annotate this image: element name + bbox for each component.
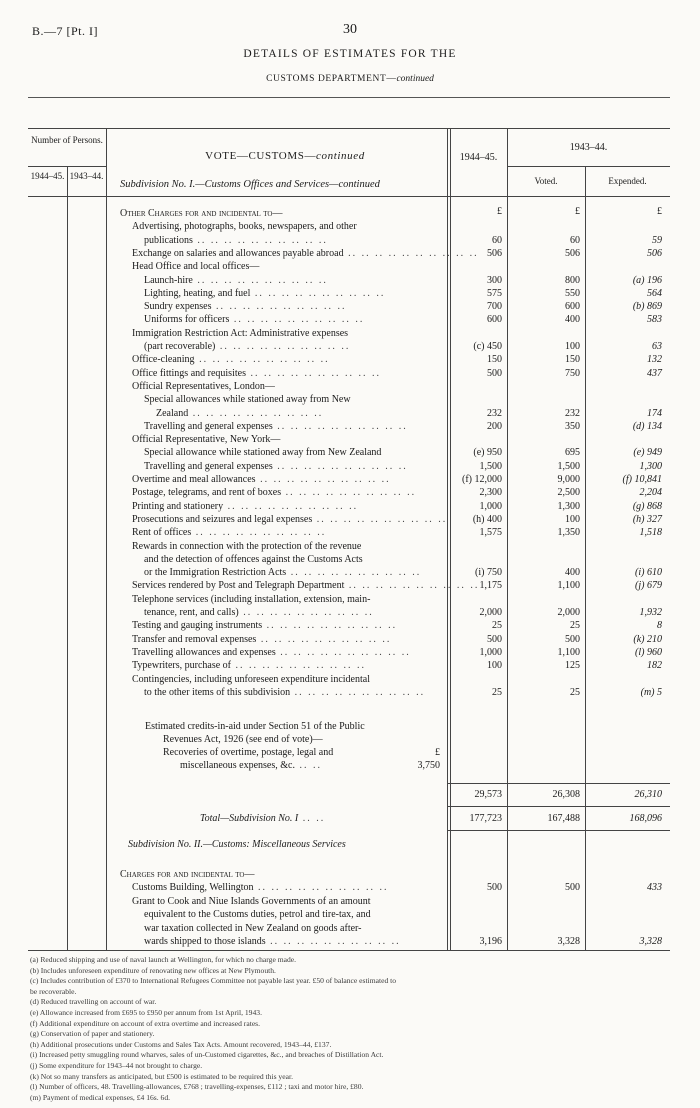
item-expended-1943: (i) 610	[635, 567, 662, 579]
credits-line-2: Revenues Act, 1926 (see end of vote)—	[163, 734, 323, 745]
footnote: (g) Conservation of paper and stationery.	[30, 1029, 155, 1039]
voted-header: Voted.	[534, 176, 558, 186]
total-leader-dots: .. ..	[298, 813, 326, 824]
item-expended-1943: 2,204	[639, 487, 662, 499]
item-estimate-1944: 232	[487, 407, 502, 419]
item-expended-1943: 63	[652, 341, 662, 352]
item-row	[132, 486, 446, 499]
subdivision-2-heading	[128, 838, 446, 851]
item-leader-dots: .. .. .. .. .. .. .. .. .. ..	[191, 527, 327, 539]
item-expended-1943: 437	[647, 367, 662, 379]
misc-item-estimate-1944: 3,196	[479, 936, 502, 947]
item-row	[132, 500, 446, 513]
item-row-label: Travelling and general expenses	[144, 420, 273, 432]
subdivision-1-heading	[120, 179, 380, 190]
persons-1943-header: 1943–44.	[69, 171, 104, 181]
item-estimate-1944: (h) 400	[472, 513, 502, 525]
year-1943-header: 1943–44.	[569, 142, 608, 153]
item-expended-1943: (a) 196	[632, 274, 662, 286]
item-expended-1943: (m) 5	[640, 686, 662, 698]
item-leader-dots: .. .. .. .. .. .. .. .. .. ..	[275, 646, 411, 658]
persons-year-divider	[67, 166, 68, 950]
item-expended-1943: 182	[647, 660, 662, 672]
item-row-label: Sundry expenses	[144, 301, 212, 313]
misc-item-row	[132, 895, 446, 908]
item-row	[144, 446, 446, 459]
item-voted-1943: 232	[565, 407, 580, 419]
misc-item-row	[144, 935, 446, 948]
item-row	[132, 579, 480, 592]
item-expended-1943: 1,932	[639, 607, 662, 618]
item-row-label: to the other items of this subdivision	[144, 686, 291, 698]
footnote: (k) Not so many transfers as anticipated, but £500 is estimated to be required this year.	[30, 1071, 293, 1081]
currency-voted: £	[575, 206, 580, 217]
persons-1944-header: 1944–45.	[30, 171, 65, 181]
item-row-label: Advertising, photographs, books, newspapers, and other	[132, 221, 357, 233]
item-estimate-1944: 500	[487, 367, 502, 379]
item-row-label: Zealand	[156, 407, 189, 419]
item-estimate-1944: 700	[487, 301, 502, 313]
footnote: (b) Includes unforeseen expenditure of renovating new offices at New Plymouth.	[30, 965, 276, 975]
item-row	[144, 287, 446, 300]
item-row	[132, 367, 446, 380]
item-leader-dots: .. .. .. .. .. .. .. .. .. ..	[262, 620, 398, 632]
item-voted-1943: 25	[570, 686, 580, 698]
credits-leader-dots: .. ..	[294, 760, 322, 771]
misc-item-row-label: equivalent to the Customs duties, petrol and tire-tax, and	[144, 909, 371, 921]
item-voted-1943: 2,500	[557, 487, 580, 499]
item-leader-dots: .. .. .. .. .. .. .. .. .. ..	[215, 341, 351, 352]
item-row-label: Official Representative, New York—	[132, 434, 281, 446]
item-row	[132, 633, 446, 646]
item-row	[132, 646, 446, 659]
item-row	[144, 234, 446, 247]
footnote: (c) Includes contribution of £370 to International Refugees Committee not payable last year. £50 of balance estimated to	[30, 976, 397, 986]
item-row	[132, 433, 446, 446]
item-leader-dots: .. .. .. .. .. .. .. .. .. ..	[312, 513, 448, 525]
item-voted-1943: 1,300	[557, 500, 580, 512]
item-row-label: Head Office and local offices—	[132, 261, 260, 273]
item-leader-dots: .. .. .. .. .. .. .. .. .. ..	[238, 607, 374, 618]
document-reference: B.—7 [Pt. I]	[32, 24, 98, 38]
item-estimate-1944: 200	[487, 420, 502, 432]
item-row	[132, 473, 446, 486]
misc-item-voted-1943: 3,328	[557, 936, 580, 947]
item-row-label: Immigration Restriction Act: Administrative expenses	[132, 327, 349, 339]
footnote: (a) Reduced shipping and use of naval launch at Wellington, for which no charge made.	[30, 955, 297, 964]
item-expended-1943: 1,300	[639, 460, 662, 472]
item-expended-1943: (g) 868	[632, 500, 662, 512]
footnote: (i) Increased petty smuggling round wharves, sales of un-Customed cigarettes, &c., and breaches of Distillation Act.	[30, 1050, 384, 1060]
table-top-rule	[28, 128, 670, 129]
item-row-label: Travelling allowances and expenses	[132, 646, 276, 658]
total-voted: 167,488	[547, 813, 580, 824]
item-voted-1943: 400	[565, 314, 580, 326]
subtitle-continued: continued	[396, 74, 434, 84]
vote-title-continued: continued	[316, 150, 365, 162]
item-row	[144, 686, 446, 699]
item-expended-1943: (j) 679	[635, 580, 662, 592]
misc-item-expended-1943: 3,328	[639, 936, 662, 947]
item-voted-1943: 800	[565, 274, 580, 286]
item-estimate-1944: 2,000	[479, 607, 502, 618]
item-voted-1943: 350	[565, 420, 580, 432]
footnote: be recoverable.	[30, 986, 77, 996]
item-leader-dots: .. .. .. .. .. .. .. .. .. ..	[188, 407, 324, 419]
item-estimate-1944: 1,000	[479, 646, 502, 658]
item-row-label: Prosecutions and seizures and legal expenses	[132, 513, 313, 525]
misc-item-row	[144, 922, 446, 935]
item-leader-dots: .. .. .. .. .. .. .. .. .. ..	[344, 580, 480, 592]
item-row-label: Special allowances while stationed away from New	[144, 394, 351, 406]
item-row	[144, 313, 446, 326]
item-leader-dots: .. .. .. .. .. .. .. .. .. ..	[192, 234, 328, 246]
item-row-label: Other Charges for and incidental to—	[120, 208, 283, 219]
misc-item-row-label: wards shipped to those islands	[144, 936, 266, 947]
credits-line-1: Estimated credits-in-aid under Section 51 of the Public	[145, 721, 365, 732]
misc-item-estimate-1944: 500	[487, 882, 502, 894]
misc-item-leader-dots: .. .. .. .. .. .. .. .. .. ..	[265, 936, 401, 947]
footnote: (j) Some expenditure for 1943–44 not brought to charge.	[30, 1061, 203, 1070]
footnote: (m) Payment of medical expenses, £4 16s. 6d.	[30, 1092, 171, 1102]
currency-expended: £	[657, 206, 662, 217]
credits-line-4-text: miscellaneous expenses, &c.	[180, 760, 295, 771]
item-row	[144, 460, 446, 473]
credits-amount: 3,750	[417, 760, 440, 771]
item-row	[156, 407, 446, 420]
item-expended-1943: (k) 210	[633, 633, 662, 645]
item-leader-dots: .. .. .. .. .. .. .. .. .. ..	[290, 686, 426, 698]
subtotal-1944: 29,573	[474, 789, 502, 800]
item-estimate-1944: 150	[487, 354, 502, 366]
item-voted-1943: 2,000	[557, 607, 580, 618]
estimate-1944-header: 1944–45.	[459, 152, 498, 163]
item-row-label: Office fittings and requisites	[132, 367, 246, 379]
total-subdivision-1-label	[200, 812, 445, 825]
item-expended-1943: 174	[647, 407, 662, 419]
misc-item-row	[144, 908, 446, 921]
item-estimate-1944: 300	[487, 274, 502, 286]
expended-header: Expended.	[608, 176, 647, 186]
misc-item-row-label: Customs Building, Wellington	[132, 882, 254, 894]
vote-title-text: VOTE—CUSTOMS—	[205, 150, 317, 162]
credits-currency: £	[435, 747, 440, 758]
item-row	[144, 300, 446, 313]
item-row	[132, 380, 446, 393]
item-row-label: Rent of offices	[132, 527, 192, 539]
item-row-label: Official Representatives, London—	[132, 380, 275, 392]
item-estimate-1944: (f) 12,000	[462, 474, 502, 485]
item-voted-1943: 1,100	[557, 646, 580, 658]
item-expended-1943: (e) 949	[633, 447, 662, 459]
item-row	[132, 673, 446, 686]
total-rule	[448, 806, 670, 807]
item-voted-1943: 60	[570, 234, 580, 246]
item-leader-dots: .. .. .. .. .. .. .. .. .. ..	[229, 314, 365, 326]
item-leader-dots: .. .. .. .. .. .. .. .. .. ..	[286, 567, 422, 579]
item-leader-dots: .. .. .. .. .. .. .. .. .. ..	[343, 247, 479, 259]
item-estimate-1944: 25	[492, 686, 502, 698]
total-expended: 168,096	[629, 813, 662, 824]
item-leader-dots: .. .. .. .. .. .. .. .. .. ..	[272, 420, 408, 432]
item-voted-1943: 400	[565, 567, 580, 579]
item-row-label: (part recoverable)	[144, 341, 216, 352]
item-row	[132, 659, 446, 672]
item-row	[132, 247, 479, 260]
page-title: DETAILS OF ESTIMATES FOR THE	[243, 48, 457, 60]
total-label-text: Total—Subdivision No. I	[200, 813, 299, 824]
item-expended-1943: (b) 869	[632, 301, 662, 313]
voted-column-divider	[507, 128, 508, 950]
item-voted-1943: 600	[565, 301, 580, 313]
item-leader-dots: .. .. .. .. .. .. .. .. .. ..	[250, 287, 386, 299]
item-row-label: Postage, telegrams, and rent of boxes	[132, 487, 282, 499]
item-voted-1943: 1,500	[557, 460, 580, 472]
item-voted-1943: 100	[565, 513, 580, 525]
item-row-label: and the detection of offences against the Customs Acts	[144, 553, 363, 565]
footnote: (d) Reduced travelling on account of war.	[30, 997, 157, 1007]
item-row-label: Services rendered by Post and Telegraph Department	[132, 580, 345, 592]
item-row-label: publications	[144, 234, 193, 246]
item-estimate-1944: 1,000	[479, 500, 502, 512]
item-voted-1943: 1,350	[557, 527, 580, 539]
misc-item-row-label: war taxation collected in New Zealand on goods after-	[144, 922, 362, 934]
item-row	[132, 593, 446, 606]
expended-column-divider	[585, 166, 586, 950]
item-expended-1943: (d) 134	[632, 420, 662, 432]
subtitle-text: CUSTOMS DEPARTMENT—	[266, 74, 397, 84]
persons-column-divider	[106, 128, 107, 950]
currency-1944: £	[497, 206, 502, 217]
misc-item-row	[132, 881, 446, 894]
item-row-label: Office-cleaning	[132, 354, 195, 366]
table-header-rule	[28, 196, 670, 197]
item-leader-dots: .. .. .. .. .. .. .. .. .. ..	[211, 301, 347, 313]
item-voted-1943: 150	[565, 354, 580, 366]
item-row	[132, 526, 446, 539]
item-row-label: Printing and stationery	[132, 500, 224, 512]
item-row-label: Overtime and meal allowances	[132, 474, 256, 485]
item-leader-dots: .. .. .. .. .. .. .. .. .. ..	[223, 500, 359, 512]
item-row-label: Lighting, heating, and fuel	[144, 287, 251, 299]
item-row	[144, 553, 446, 566]
item-leader-dots: .. .. .. .. .. .. .. .. .. ..	[230, 660, 366, 672]
item-row-label: Launch-hire	[144, 274, 193, 286]
top-rule	[28, 97, 670, 98]
item-voted-1943: 25	[570, 620, 580, 632]
item-expended-1943: (l) 960	[635, 646, 662, 658]
footnote: (h) Additional prosecutions under Customs and Sales Tax Acts. Amount recovered, 1943–44, £137.	[30, 1039, 332, 1049]
item-row	[144, 606, 446, 619]
page-number: 30	[343, 22, 357, 37]
item-estimate-1944: 2,300	[479, 487, 502, 499]
table-bottom-rule	[28, 950, 670, 951]
item-voted-1943: 1,100	[557, 580, 580, 592]
item-estimate-1944: (e) 950	[473, 447, 502, 459]
item-row-label: Uniforms for officers	[144, 314, 230, 326]
item-leader-dots: .. .. .. .. .. .. .. .. .. ..	[281, 487, 417, 499]
item-estimate-1944: 500	[487, 633, 502, 645]
credits-line-3: Recoveries of overtime, postage, legal and	[163, 747, 334, 758]
misc-item-row-label: Grant to Cook and Niue Islands Governments of an amount	[132, 895, 371, 907]
item-estimate-1944: 600	[487, 314, 502, 326]
item-leader-dots: .. .. .. .. .. .. .. .. .. ..	[192, 274, 328, 286]
item-estimate-1944: (i) 750	[475, 567, 502, 579]
item-voted-1943: 9,000	[557, 474, 580, 485]
footnote: (f) Additional expenditure on account of extra overtime and increased rates.	[30, 1018, 261, 1028]
item-row	[144, 274, 446, 287]
item-expended-1943: 132	[647, 354, 662, 366]
item-estimate-1944: 575	[487, 287, 502, 299]
subtotal-voted: 26,308	[552, 789, 580, 800]
item-row-label: Transfer and removal expenses	[132, 633, 257, 645]
item-estimate-1944: 1,575	[479, 527, 502, 539]
persons-header-rule	[28, 166, 106, 167]
item-row	[132, 220, 446, 233]
item-estimate-1944: 100	[487, 660, 502, 672]
misc-item-leader-dots: .. .. .. .. .. .. .. .. .. ..	[253, 882, 389, 894]
item-voted-1943: 695	[565, 447, 580, 459]
item-expended-1943: (f) 10,841	[622, 474, 662, 485]
item-row	[144, 566, 446, 579]
item-voted-1943: 125	[565, 660, 580, 672]
subdivision-1-text: Subdivision No. I.—Customs Offices and Services—continued	[120, 179, 380, 190]
item-leader-dots: .. .. .. .. .. .. .. .. .. ..	[245, 367, 381, 379]
item-estimate-1944: 60	[492, 234, 502, 246]
item-expended-1943: 8	[657, 620, 662, 632]
item-row-label: Contingencies, including unforeseen expenditure incidental	[132, 673, 370, 685]
item-row-label: Testing and gauging instruments	[132, 620, 263, 632]
item-expended-1943: 583	[647, 314, 662, 326]
item-row	[144, 393, 446, 406]
item-expended-1943: 506	[647, 247, 662, 259]
footnote: (e) Allowance increased from £695 to £950 per annum from 1st April, 1943.	[30, 1008, 262, 1017]
item-row-label: Telephone services (including installation, extension, main-	[132, 593, 371, 605]
item-expended-1943: 1,518	[639, 527, 662, 539]
item-row	[120, 207, 446, 220]
item-leader-dots: .. .. .. .. .. .. .. .. .. ..	[255, 474, 391, 485]
vote-title	[120, 150, 450, 162]
item-estimate-1944: 1,175	[479, 580, 502, 592]
total-1944: 177,723	[469, 813, 502, 824]
item-estimate-1944: 25	[492, 620, 502, 632]
item-expended-1943: 59	[652, 234, 662, 246]
item-row-label: Special allowance while stationed away from New Zealand	[144, 447, 382, 459]
misc-item-expended-1943: 433	[647, 882, 662, 894]
item-voted-1943: 550	[565, 287, 580, 299]
footnote: (l) Number of officers, 48. Travelling-allowances, £768 ; travelling-expenses, £112 ; taxi and motor hire, £80.	[30, 1082, 364, 1092]
item-leader-dots: .. .. .. .. .. .. .. .. .. ..	[194, 354, 330, 366]
misc-item-voted-1943: 500	[565, 882, 580, 894]
item-leader-dots: .. .. .. .. .. .. .. .. .. ..	[256, 633, 392, 645]
item-row	[132, 353, 446, 366]
item-voted-1943: 100	[565, 341, 580, 352]
credits-line-4	[180, 759, 380, 772]
year-header-rule	[507, 166, 670, 167]
item-row	[132, 513, 446, 526]
item-row	[144, 420, 446, 433]
item-row	[132, 260, 446, 273]
item-row-label: tenance, rent, and calls)	[144, 607, 239, 618]
item-row	[132, 540, 446, 553]
item-row	[132, 327, 446, 340]
item-row	[132, 619, 446, 632]
item-row-label: Travelling and general expenses	[144, 460, 273, 472]
item-expended-1943: (h) 327	[632, 513, 662, 525]
misc-item-row	[120, 868, 446, 881]
persons-header: Number of Persons.	[31, 135, 103, 145]
page-subtitle	[0, 74, 700, 84]
item-expended-1943: 564	[647, 287, 662, 299]
item-row-label: Exchange on salaries and allowances payable abroad	[132, 247, 344, 259]
subtotal-rule	[448, 783, 670, 784]
item-estimate-1944: (c) 450	[473, 341, 502, 352]
total-bottom-rule	[448, 830, 670, 831]
subtotal-expended: 26,310	[634, 789, 662, 800]
item-leader-dots: .. .. .. .. .. .. .. .. .. ..	[272, 460, 408, 472]
item-row-label: or the Immigration Restriction Acts	[144, 567, 287, 579]
item-voted-1943: 500	[565, 633, 580, 645]
item-row	[144, 340, 446, 353]
item-row-label: Rewards in connection with the protection of the revenue	[132, 540, 362, 552]
subdivision-2-text: Subdivision No. II.—Customs: Miscellaneous Services	[128, 839, 346, 850]
item-estimate-1944: 1,500	[479, 460, 502, 472]
item-voted-1943: 506	[565, 247, 580, 259]
item-row-label: Typewriters, purchase of	[132, 660, 231, 672]
item-voted-1943: 750	[565, 367, 580, 379]
misc-item-row-label: Charges for and incidental to—	[120, 869, 255, 880]
item-estimate-1944: 506	[487, 247, 502, 259]
